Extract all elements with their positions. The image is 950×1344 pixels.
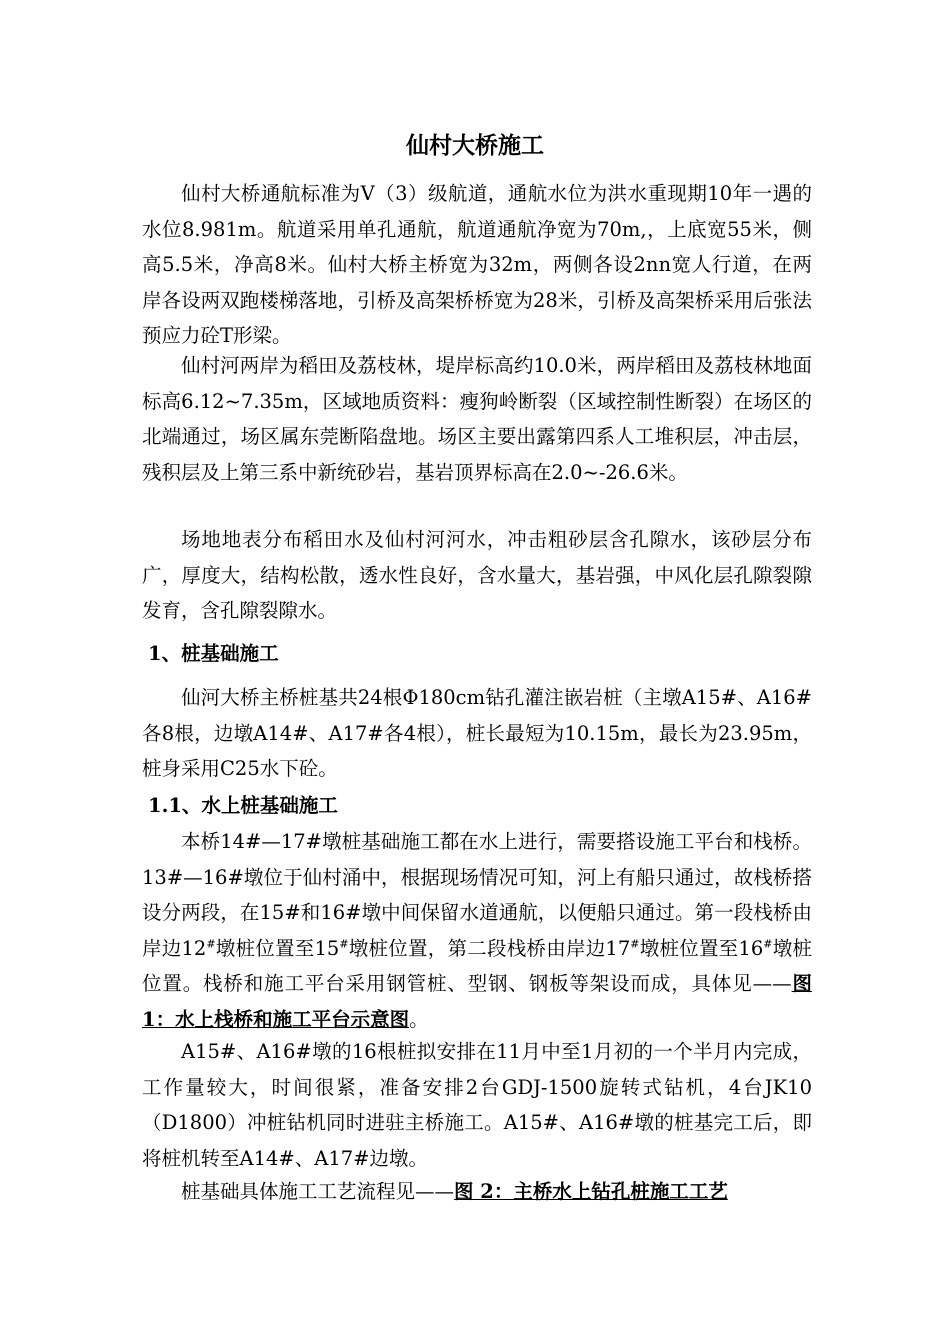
intro-paragraph-2: 仙村河两岸为稻田及荔枝林，堤岸标高约10.0米，两岸稻田及荔枝林地面标高6.12~7.35m，区域地质资料：瘦狗岭断裂（区域控制性断裂）在场区的北端通过，场区属东莞断陷盘地。场区主要出露第四系人工堆积层，冲击层，残积层及上第三系中新统砂岩，基岩顶界标高在2.0~-26.6米。 [142,354,812,484]
section-1-1-paragraph-3: 桩基础具体施工工艺流程见——图 2：主桥水上钻孔桩施工工艺 [181,1180,728,1203]
section-1-1-paragraph-2: A15#、A16#墩的16根桩拟安排在11月中至1月初的一个半月内完成，工作量较大，时间很紧，准备安排2台GDJ-1500旋转式钻机，4台JK10（D1800）冲桩钻机同时进驻主桥施工。A15#、A16#墩的桩基完工后，即将桩机转至A14#、A17#边墩。 [142,1040,812,1170]
document-title: 仙村大桥施工 [406,132,544,159]
section-1-paragraph: 仙河大桥主桥桩基共24根Φ180cm钻孔灌注嵌岩桩（主墩A15#、A16#各8根，边墩A14#、A17#各4根），桩长最短为10.15m，最长为23.95m，桩身采用C25水下砼。 [142,686,812,780]
section-1-1-heading: 1.1、水上桩基础施工 [148,794,338,817]
intro-paragraph-3: 场地地表分布稻田水及仙村河河水，冲击粗砂层含孔隙水，该砂层分布广，厚度大，结构松散，透水性良好，含水量大，基岩强，中风化层孔隙裂隙发育，含孔隙裂隙水。 [142,528,812,622]
figure-2-reference: 图 2：主桥水上钻孔桩施工工艺 [454,1180,728,1203]
section-1-1-paragraph-1: 本桥14#—17#墩桩基础施工都在水上进行，需要搭设施工平台和栈桥。13#—16#墩位于仙村涌中，根据现场情况可知，河上有船只通过，故栈桥搭设分两段，在15#和16#墩中间保留水道通航，以便船只通过。第一段栈桥由岸边12#墩桩位置至15#墩桩位置，第二段栈桥由岸边17#墩桩位置至16#墩桩位置。栈桥和施工平台采用钢管桩、型钢、钢板等架设而成，具体见——图 1：水上栈桥和施工平台示意图。 [142,830,812,1031]
section-1-heading: 1、桩基础施工 [148,642,279,665]
figure-1-reference: 图 1：水上栈桥和施工平台示意图 [142,972,812,1031]
intro-paragraph-1: 仙村大桥通航标准为Ⅴ（3）级航道，通航水位为洪水重现期10年一遇的水位8.981m。航道采用单孔通航，航道通航净宽为70m,，上底宽55米，侧高5.5米，净高8米。仙村大桥主桥宽为32m，两侧各设2nn宽人行道，在两岸各设两双跑楼梯落地，引桥及高架桥桥宽为28米，引桥及高架桥采用后张法预应力砼T形梁。 [142,182,812,347]
